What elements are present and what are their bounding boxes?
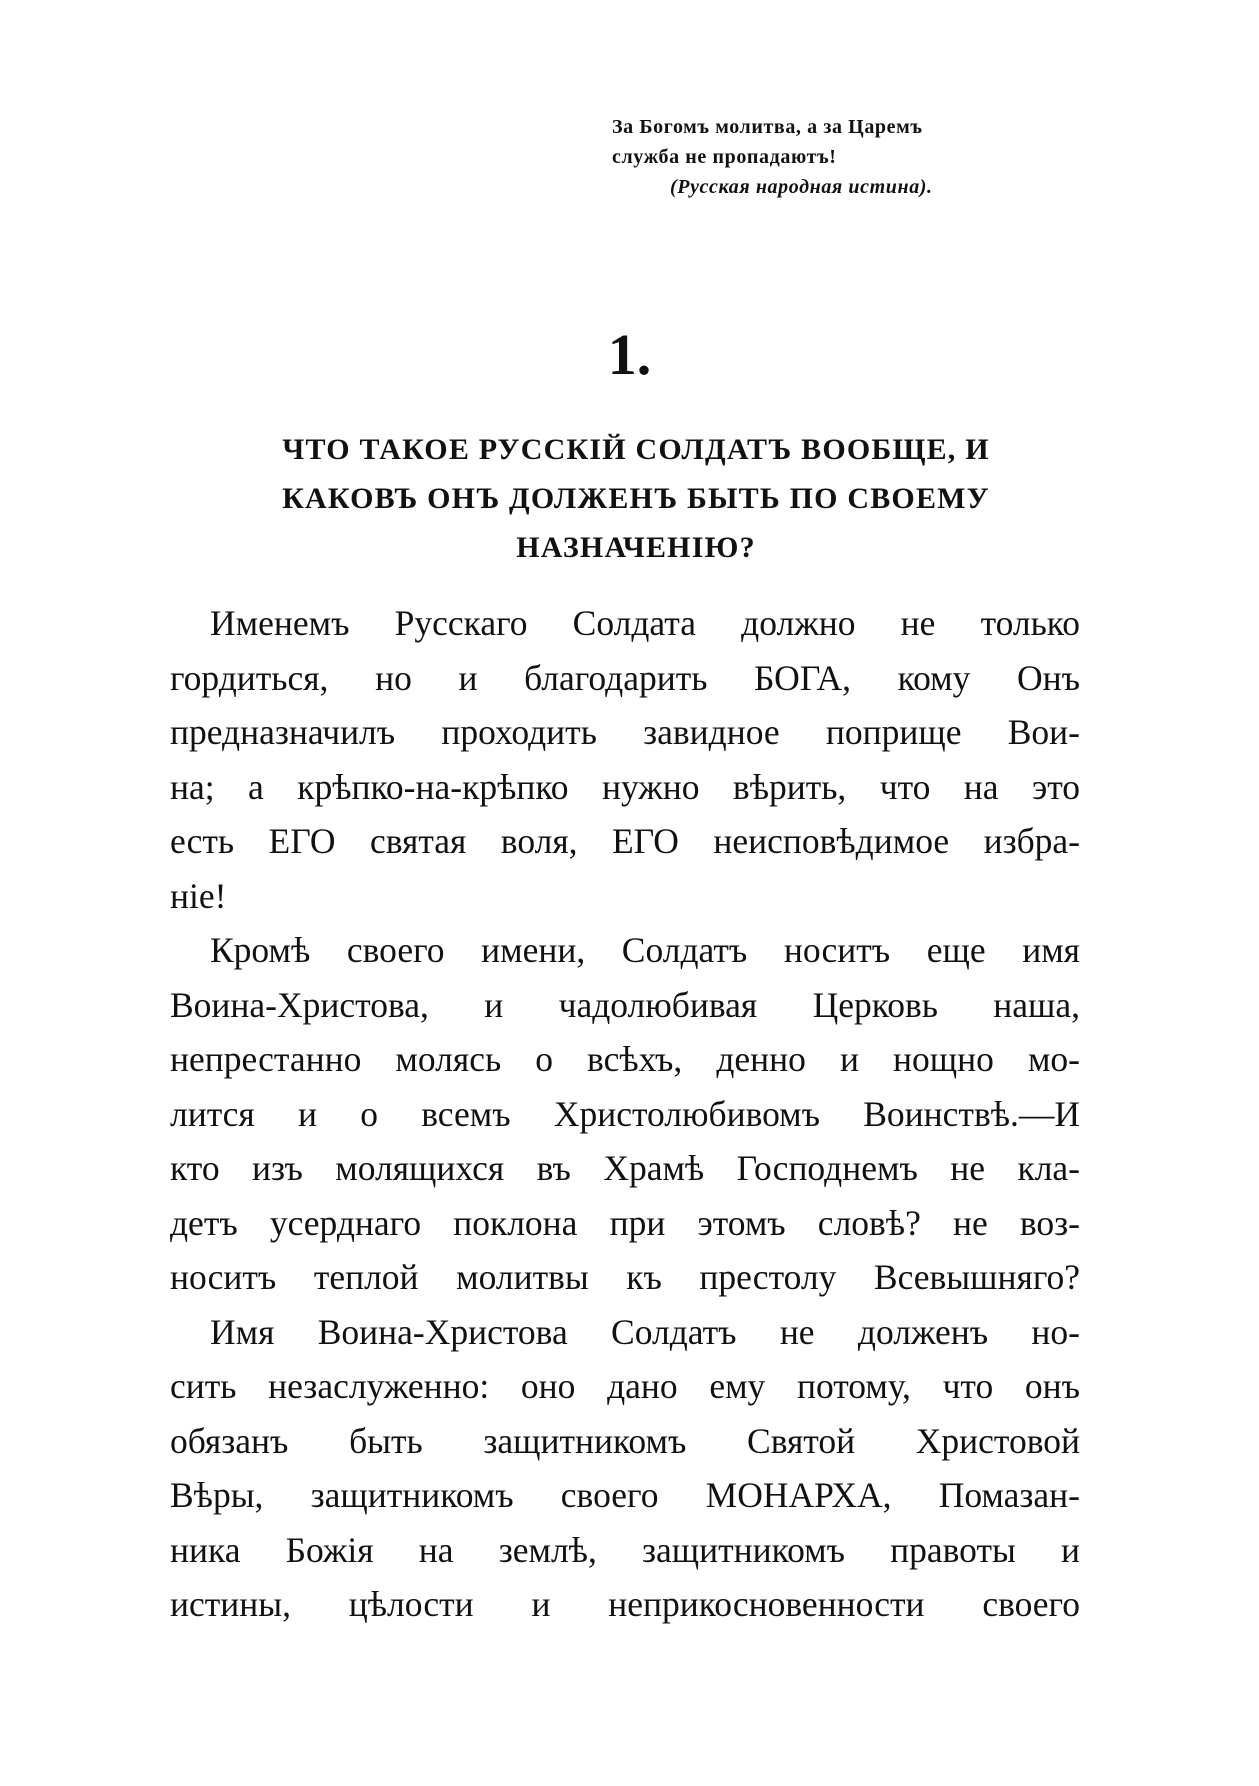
paragraph-1: [170, 596, 1080, 923]
epigraph-line: служба не пропадаютъ!: [612, 146, 837, 168]
text-line: Воина-Христова, и чадолюбивая Церковь наша,: [170, 984, 1080, 1025]
text-line: Имя Воина-Христова Солдатъ не долженъ но-: [210, 1311, 1080, 1352]
text-line: кто изъ молящихся въ Храмѣ Господнемъ не кла-: [170, 1148, 1080, 1188]
epigraph: [612, 112, 1052, 202]
text-line: лится и о всемъ Христолюбивомъ Воинствѣ.—И: [170, 1093, 1080, 1134]
text-line: есть ЕГО святая воля, ЕГО неисповѣдимое избра-: [170, 821, 1080, 861]
text-line: истины, цѣлости и неприкосновенности своего: [170, 1584, 1080, 1624]
text-line: ніе!: [170, 875, 227, 916]
body-text: [170, 596, 1080, 1632]
text-line: непрестанно молясь о всѣхъ, денно и нощно мо-: [170, 1039, 1080, 1079]
paragraph-3: [170, 1305, 1080, 1632]
epigraph-source: (Русская народная истина).: [670, 176, 933, 198]
text-line: носитъ теплой молитвы къ престолу Всевышняго?: [170, 1257, 1080, 1297]
text-line: на; а крѣпко-на-крѣпко нужно вѣрить, что на это: [170, 766, 1080, 807]
text-line: Кромѣ своего имени, Солдатъ носитъ еще имя: [210, 930, 1080, 970]
chapter-title-line: НАЗНАЧЕНІЮ?: [516, 531, 756, 564]
text-line: обязанъ быть защитникомъ Святой Христовой: [170, 1420, 1080, 1461]
text-line: сить незаслуженно: оно дано ему потому, что онъ: [170, 1366, 1080, 1406]
text-line: ника Божія на землѣ, защитникомъ правоты и: [170, 1529, 1080, 1570]
epigraph-line: За Богомъ молитва, а за Царемъ: [612, 116, 923, 138]
text-line: Именемъ Русскаго Солдата должно не только: [210, 603, 1080, 643]
paragraph-2: [170, 923, 1080, 1305]
text-line: предназначилъ проходить завидное поприще Вои-: [170, 712, 1080, 752]
text-line: детъ усерднаго поклона при этомъ словѣ? не воз-: [170, 1202, 1080, 1243]
chapter-number: 1.: [607, 322, 652, 387]
text-line: гордиться, но и благодарить БОГА, кому Онъ: [170, 657, 1080, 698]
chapter-title-line: ЧТО ТАКОЕ РУССКІЙ СОЛДАТЪ ВООБЩЕ, И: [282, 433, 990, 466]
chapter-title-line: КАКОВЪ ОНЪ ДОЛЖЕНЪ БЫТЬ ПО СВОЕМУ: [282, 482, 990, 515]
chapter-title: [196, 425, 1076, 572]
text-line: Вѣры, защитникомъ своего МОНАРХА, Помазан-: [170, 1475, 1080, 1515]
